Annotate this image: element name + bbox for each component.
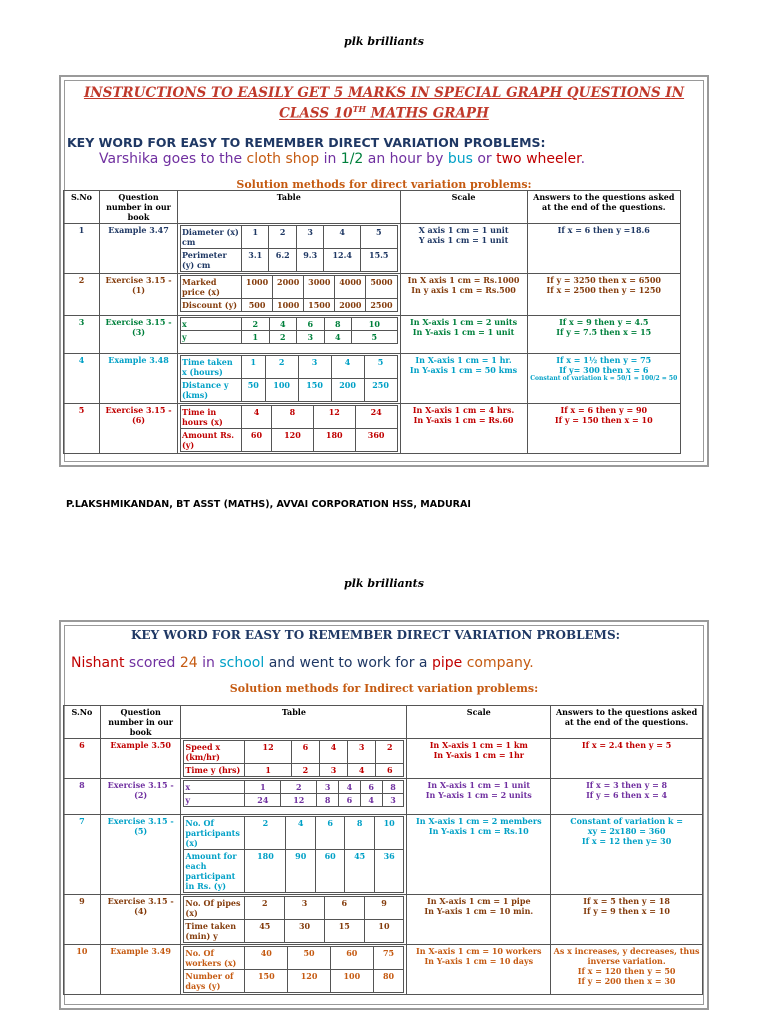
value-label: Number of days (y) [184,970,245,993]
value-cell: 2 [376,741,404,764]
value-cell: 3000 [304,276,335,299]
sentence-word: in [323,151,341,167]
table-row [64,404,681,454]
table-row [64,815,703,895]
scale-line: In Y-axis 1 cm = 50 kms [409,365,518,375]
row-values-table [181,739,407,779]
row-answer [551,815,703,895]
values-table [183,946,404,993]
page-header: plk brilliants [344,35,424,48]
value-cell: 150 [298,379,331,402]
value-cell: 12 [245,741,291,764]
value-cell: 12.4 [324,249,361,272]
value-cell: 150 [245,970,288,993]
values-row [184,897,404,920]
value-cell: 90 [286,850,315,893]
values-row [184,970,404,993]
scale-line: In Y-axis 1 cm = Rs.10 [428,826,529,836]
scale-line: In Y-axis 1 cm = 10 days [424,956,534,966]
scale-line: In Y-axis 1 cm = 2 units [425,790,532,800]
value-cell: 2 [291,764,319,777]
value-cell: 60 [315,850,344,893]
values-row [184,850,404,893]
value-cell: 15 [324,920,364,943]
answer-line: As x increases, y decreases, thus inverse variation. [553,946,700,966]
row-question: Example 3.47 [100,224,178,274]
value-cell: 120 [288,970,331,993]
answer-line: If y = 150 then x = 10 [554,415,653,425]
value-cell: 3 [296,226,323,249]
value-cell: 250 [364,379,397,402]
value-label: Perimeter (y) cm [180,249,241,272]
value-cell: 1000 [241,276,272,299]
values-table [180,225,398,272]
row-question: Example 3.49 [100,945,181,995]
value-cell: 360 [355,429,397,452]
value-cell: 6 [339,794,361,807]
row-scale [407,779,551,815]
row-question: Example 3.50 [100,739,181,779]
value-cell: 6 [324,897,364,920]
scale-line: In X-axis 1 cm = 1 unit [427,780,531,790]
sentence-word: in [202,655,220,671]
answer-line: If y = 200 then x = 30 [577,976,676,986]
answer-line: If x = 5 then y = 18 [583,896,670,906]
sentence-word: company. [466,655,534,671]
value-label: Marked price (x) [180,276,241,299]
sentence-word: or [477,151,497,167]
scale-line: In y axis 1 cm = Rs.500 [411,285,516,295]
row-values-table [181,815,407,895]
value-label: Amount for each participant in Rs. (y) [184,850,245,893]
answer-line: If x = 6 then y =18.6 [557,225,650,235]
value-cell: 45 [245,920,285,943]
value-cell: 8 [345,817,374,850]
row-answer [527,316,680,354]
value-cell: 10 [374,817,403,850]
sentence-word: 24 [179,655,203,671]
scale-line: Y axis 1 cm = 1 unit [418,235,509,245]
row-values-table [177,316,400,354]
value-cell: 5 [364,356,397,379]
row-sno: 6 [64,739,101,779]
values-row [180,356,397,379]
value-cell: 3 [285,897,325,920]
answer-line: If x = 2500 then y = 1250 [546,285,661,295]
row-scale [400,224,527,274]
values-row [180,406,397,429]
value-cell: 3 [317,781,339,794]
value-label: Time taken x (hours) [180,356,241,379]
row-sno: 3 [64,316,100,354]
column-header-qn: Question number in our book [100,706,181,739]
value-label: Speed x (km/hr) [184,741,245,764]
value-label: No. Of pipes (x) [184,897,245,920]
value-cell: 8 [272,406,314,429]
values-row [184,741,404,764]
page2-frame [59,620,709,1010]
row-question: Exercise 3.15 - (5) [100,815,181,895]
value-cell: 45 [345,850,374,893]
row-values-table [177,224,400,274]
title-line-1: INSTRUCTIONS TO EASILY GET 5 MARKS IN SPECIAL GRAPH QUESTIONS IN [83,85,685,101]
page1-keyword-sentence [99,151,585,167]
value-cell: 500 [241,299,272,312]
value-label: Time taken (min) y [184,920,245,943]
values-table [183,816,404,893]
scale-line: In X-axis 1 cm = 1 km [429,740,528,750]
value-cell: 60 [241,429,271,452]
value-label: Distance y (kms) [180,379,241,402]
row-scale [400,316,527,354]
row-answer [551,739,703,779]
scale-line: X axis 1 cm = 1 unit [418,225,509,235]
answer-line: If y = 7.5 then x = 15 [556,327,652,337]
column-header-ans: Answers to the questions asked at the end of the questions. [551,706,703,739]
values-table [183,896,404,943]
value-cell: 3 [297,331,325,344]
sentence-word: pipe [431,655,467,671]
answer-line: If x = 12 then y= 30 [581,836,672,846]
row-answer [527,404,680,454]
value-cell: 24 [245,794,281,807]
value-cell: 8 [317,794,339,807]
values-row [180,318,397,331]
value-cell: 2000 [273,276,304,299]
value-cell: 9.3 [296,249,323,272]
value-cell: 6 [376,764,404,777]
table-row [64,895,703,945]
page1-subtitle: Solution methods for direct variation problems: [236,178,532,191]
value-cell: 4 [348,764,376,777]
column-header-ans: Answers to the questions asked at the end of the questions. [527,191,680,224]
values-row [184,947,404,970]
sentence-word: scored [128,655,180,671]
value-cell: 4 [331,356,364,379]
row-scale [407,815,551,895]
table-row [64,274,681,316]
answer-line: If x = 9 then y = 4.5 [559,317,649,327]
table-header-row [64,191,681,224]
table-row [64,779,703,815]
values-row [180,276,397,299]
title-sup: TH [352,104,367,114]
row-question: Exercise 3.15 - (2) [100,779,181,815]
value-cell: 180 [245,850,286,893]
value-cell: 4 [286,817,315,850]
value-cell: 60 [330,947,373,970]
row-answer [551,779,703,815]
answer-line: If x = 3 then y = 8 [586,780,668,790]
row-values-table [177,354,400,404]
sentence-word: cloth shop [246,151,324,167]
row-sno: 7 [64,815,101,895]
value-cell: 4 [339,781,361,794]
answer-line: Constant of variation k = [570,816,683,826]
page2-subtitle: Solution methods for Indirect variation problems: [229,682,539,695]
row-answer [527,224,680,274]
table-row [64,316,681,354]
value-cell: 3.1 [241,249,268,272]
value-cell: 9 [364,897,404,920]
page1-table [63,190,681,454]
value-cell: 3 [319,764,347,777]
values-row [184,764,404,777]
sentence-word: Nishant [71,655,129,671]
column-header-scale: Scale [400,191,527,224]
row-answer [527,274,680,316]
row-sno: 8 [64,779,101,815]
value-cell: 2 [281,781,317,794]
title-line-2b: MATHS GRAPH [366,105,489,122]
value-label: Discount (y) [180,299,241,312]
column-header-table: Table [181,706,407,739]
value-cell: 12 [313,406,355,429]
value-label: No. Of participants (x) [184,817,245,850]
answer-line: Constant of variation k = 50/1 = 100/2 = 50 [530,375,678,382]
row-answer [527,354,680,404]
scale-line: In X-axis 1 cm = 2 members [415,816,542,826]
row-sno: 5 [64,404,100,454]
row-sno: 1 [64,224,100,274]
scale-line: In X-axis 1 cm = 10 workers [416,946,542,956]
sentence-word: school [219,655,269,671]
sentence-word: an hour by [367,151,448,167]
values-row [180,299,397,312]
value-label: Time y (hrs) [184,764,245,777]
table-row [64,945,703,995]
column-header-sno: S.No [64,191,100,224]
scale-line: In Y-axis 1 cm = 10 min. [424,906,534,916]
values-row [180,226,397,249]
values-row [184,781,404,794]
page2-table [63,705,703,995]
scale-line: In X-axis 1 cm = 4 hrs. [412,405,515,415]
answer-line: If y = 3250 then x = 6500 [546,275,661,285]
value-cell: 4 [324,226,361,249]
value-cell: 4 [360,794,382,807]
value-cell: 15.5 [360,249,397,272]
page2-header: plk brilliants [344,577,424,590]
value-cell: 8 [382,781,404,794]
row-sno: 10 [64,945,101,995]
value-label: Time in hours (x) [180,406,241,429]
table-row [64,354,681,404]
values-table [180,317,398,344]
sentence-word: and went to work for a [268,655,432,671]
value-cell: 3 [298,356,331,379]
value-cell: 1500 [304,299,335,312]
values-row [180,249,397,272]
value-cell: 6 [315,817,344,850]
table-header-row [64,706,703,739]
column-header-scale: Scale [407,706,551,739]
row-values-table [177,404,400,454]
value-cell: 2 [265,356,298,379]
values-row [180,429,397,452]
sentence-word: bus [447,151,478,167]
scale-line: In Y-axis 1 cm = 1hr [433,750,524,760]
row-sno: 9 [64,895,101,945]
answer-line: If x = 120 then y = 50 [577,966,676,976]
row-question: Exercise 3.15 - (6) [100,404,178,454]
value-cell: 5 [352,331,397,344]
value-cell: 2 [241,318,269,331]
value-cell: 4 [319,741,347,764]
value-label: Diameter (x) cm [180,226,241,249]
answer-line: If y= 300 then x = 6 [559,365,649,375]
value-cell: 12 [281,794,317,807]
row-question: Exercise 3.15 - (3) [100,316,178,354]
values-row [184,920,404,943]
value-cell: 2 [269,226,296,249]
row-values-table [181,779,407,815]
answer-line: If y = 9 then x = 10 [583,906,670,916]
value-cell: 6 [297,318,325,331]
values-row [180,379,397,402]
values-row [184,794,404,807]
answer-line: If x = 2.4 then y = 5 [581,740,672,750]
sentence-word: Varshika goes to the [99,151,247,167]
value-cell: 2 [245,897,285,920]
page2-keyword-sentence [71,655,534,671]
value-label: y [184,794,245,807]
value-cell: 10 [352,318,397,331]
value-cell: 5000 [366,276,397,299]
value-cell: 6.2 [269,249,296,272]
value-label: y [180,331,241,344]
value-cell: 120 [272,429,314,452]
values-table [183,780,404,807]
row-scale [400,404,527,454]
value-label: Amount Rs. (y) [180,429,241,452]
column-header-table: Table [177,191,400,224]
value-cell: 3 [382,794,404,807]
answer-line: xy = 2x180 = 360 [587,826,666,836]
row-question: Exercise 3.15 - (4) [100,895,181,945]
page-footer: P.LAKSHMIKANDAN, BT ASST (MATHS), AVVAI CORPORATION HSS, MADURAI [66,499,471,510]
value-cell: 10 [364,920,404,943]
page2-keyword-heading: KEY WORD FOR EASY TO REMEMBER DIRECT VARIATION PROBLEMS: [131,628,621,642]
value-cell: 6 [291,741,319,764]
table-row [64,739,703,779]
value-cell: 6 [360,781,382,794]
value-cell: 3 [348,741,376,764]
row-values-table [177,274,400,316]
row-sno: 2 [64,274,100,316]
row-question: Example 3.48 [100,354,178,404]
column-header-qn: Question number in our book [100,191,178,224]
value-cell: 1 [245,781,281,794]
value-cell: 8 [324,318,352,331]
value-cell: 4 [269,318,297,331]
value-cell: 1 [241,331,269,344]
value-cell: 1 [241,226,268,249]
row-question: Exercise 3.15 - (1) [100,274,178,316]
value-cell: 4 [241,406,271,429]
column-header-sno: S.No [64,706,101,739]
row-scale [407,895,551,945]
row-scale [400,274,527,316]
scale-line: In Y-axis 1 cm = 1 unit [412,327,515,337]
value-cell: 4 [324,331,352,344]
value-cell: 1000 [273,299,304,312]
value-cell: 5 [360,226,397,249]
values-table [180,355,398,402]
scale-line: In X-axis 1 cm = 1 pipe [427,896,531,906]
page1-title [81,85,687,122]
answer-line: If y = 6 then x = 4 [586,790,668,800]
table-row [64,224,681,274]
row-answer [551,945,703,995]
value-cell: 75 [373,947,404,970]
value-cell: 50 [241,379,265,402]
row-scale [407,945,551,995]
values-table [183,740,404,777]
answer-line: If x = 6 then y = 90 [560,405,648,415]
value-label: No. Of workers (x) [184,947,245,970]
answer-line: If x = 1½ then y = 75 [556,355,652,365]
value-cell: 2000 [335,299,366,312]
sentence-word: two wheeler [496,151,581,167]
value-cell: 4000 [335,276,366,299]
row-scale [407,739,551,779]
value-label: x [184,781,245,794]
value-cell: 80 [373,970,404,993]
row-answer [551,895,703,945]
value-cell: 1 [245,764,291,777]
page1-frame [59,75,709,467]
row-values-table [181,895,407,945]
scale-line: In X axis 1 cm = Rs.1000 [407,275,520,285]
value-cell: 36 [374,850,403,893]
value-cell: 40 [245,947,288,970]
sentence-word: 1/2 [340,151,368,167]
page1-keyword-heading: KEY WORD FOR EASY TO REMEMBER DIRECT VARIATION PROBLEMS: [67,135,546,150]
value-cell: 1 [241,356,265,379]
value-cell: 200 [331,379,364,402]
value-cell: 2 [269,331,297,344]
scale-line: In X-axis 1 cm = 2 units [410,317,518,327]
row-scale [400,354,527,404]
values-row [184,817,404,850]
title-line-2a: CLASS 10 [279,105,353,122]
value-cell: 2 [245,817,286,850]
value-cell: 100 [330,970,373,993]
value-cell: 2500 [366,299,397,312]
value-label: x [180,318,241,331]
values-table [180,405,398,452]
values-row [180,331,397,344]
scale-line: In X-axis 1 cm = 1 hr. [415,355,512,365]
value-cell: 180 [313,429,355,452]
value-cell: 24 [355,406,397,429]
row-sno: 4 [64,354,100,404]
value-cell: 100 [265,379,298,402]
value-cell: 50 [288,947,331,970]
values-table [180,275,398,312]
row-values-table [181,945,407,995]
value-cell: 30 [285,920,325,943]
sentence-word: . [580,151,586,167]
scale-line: In Y-axis 1 cm = Rs.60 [413,415,514,425]
